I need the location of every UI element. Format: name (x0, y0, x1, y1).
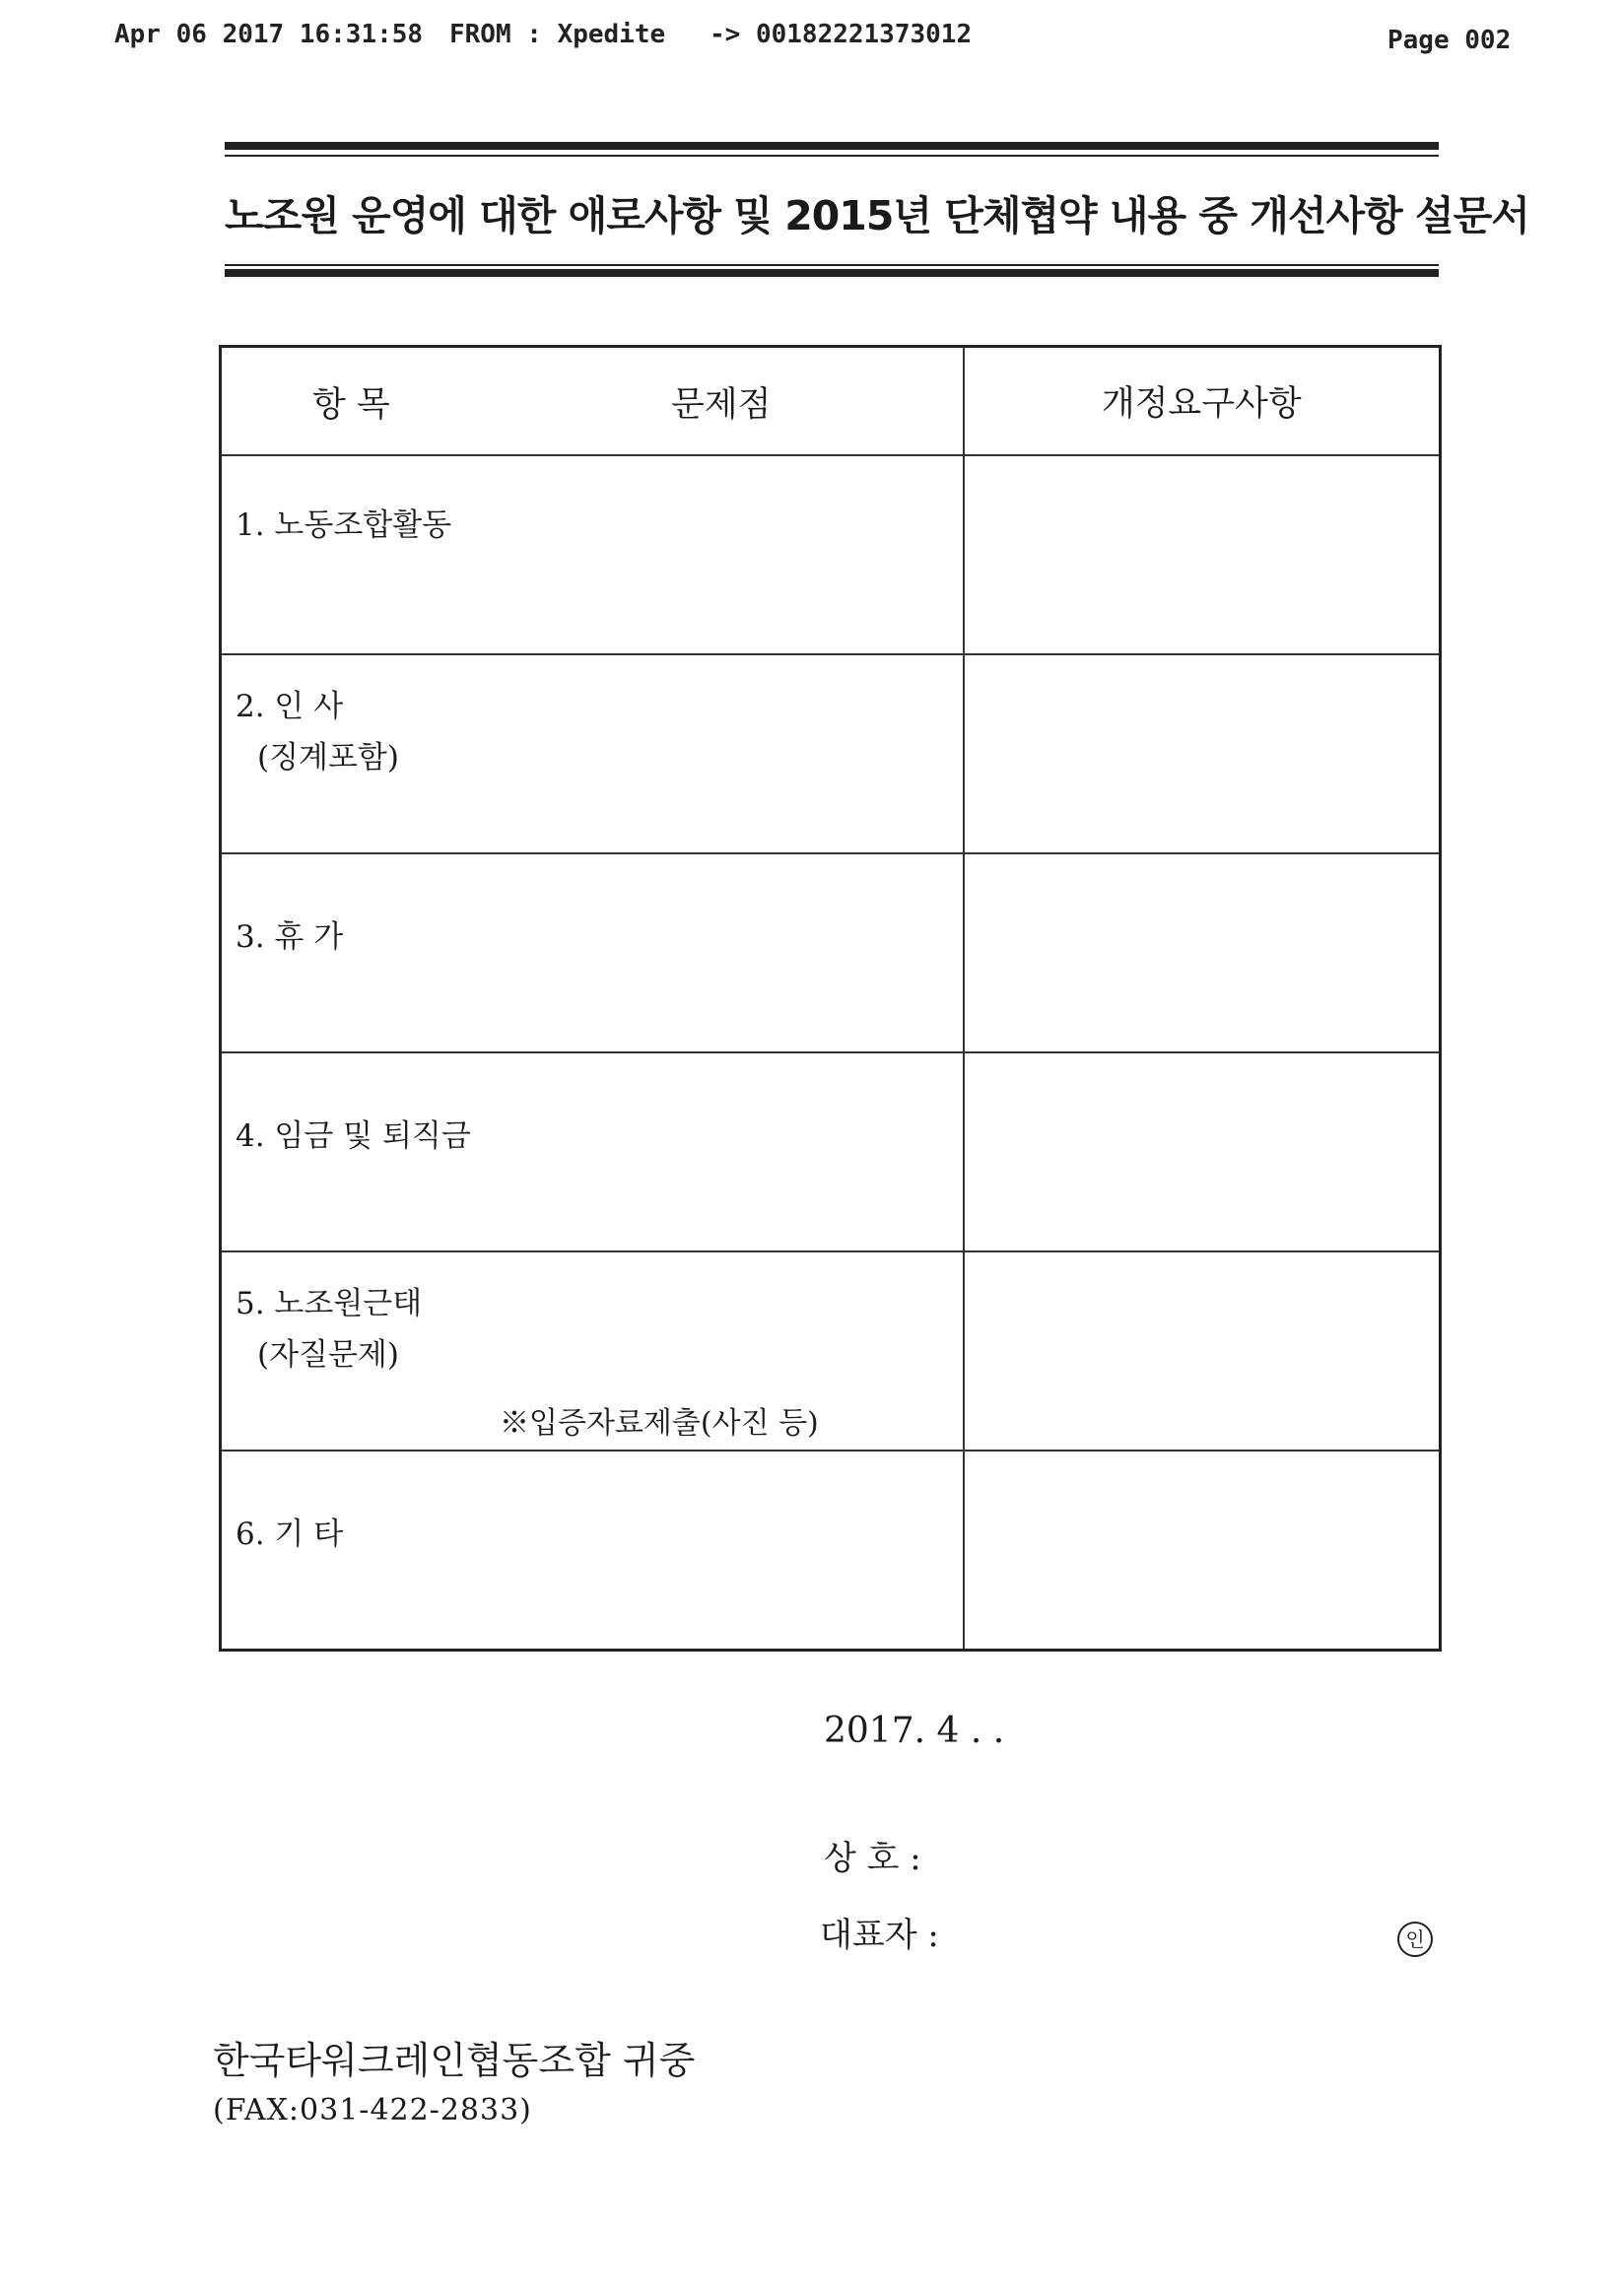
problem-cell[interactable] (221, 654, 964, 853)
request-cell[interactable] (964, 455, 1441, 654)
row-label: 3. 휴 가 (236, 919, 344, 955)
header-item-problem-cell (221, 347, 964, 456)
fax-date: Apr 06 2017 16:31:58 (114, 20, 424, 49)
table-header-row (221, 347, 1441, 456)
table-row (221, 853, 1441, 1052)
problem-cell[interactable] (221, 455, 964, 654)
row-label: 5. 노조원근태 (236, 1286, 423, 1321)
row-sublabel: (징계포함) (257, 740, 399, 776)
request-cell[interactable] (964, 654, 1441, 853)
evidence-note: ※입증자료제출(사진 등) (500, 1406, 819, 1441)
problem-cell[interactable] (221, 1451, 964, 1651)
survey-table (219, 345, 1442, 1652)
table-row (221, 1251, 1441, 1451)
request-cell[interactable] (964, 1451, 1441, 1651)
fax-page-number: Page 002 (1387, 26, 1512, 55)
submission-date: 2017. 4 . . (824, 1711, 1005, 1751)
document-title: 노조원 운영에 대한 애로사항 및 2015년 단체협약 내용 중 개선사항 설문서 (225, 192, 1529, 239)
request-cell[interactable] (964, 1052, 1441, 1251)
row-label: 1. 노동조합활동 (236, 507, 452, 543)
header-request: 개정요구사항 (964, 347, 1441, 456)
table-row (221, 455, 1441, 654)
row-label: 2. 인 사 (236, 689, 344, 724)
request-cell[interactable] (964, 1251, 1441, 1451)
row-label: 6. 기 타 (236, 1517, 344, 1552)
recipient: 한국타워크레인협동조합 귀중 (213, 2039, 696, 2082)
seal-mark-icon: 인 (1397, 1922, 1433, 1957)
row-sublabel: (자질문제) (257, 1337, 399, 1373)
table-row (221, 1052, 1441, 1251)
title-rule-top (225, 142, 1439, 157)
fax-number: (FAX:031-422-2833) (213, 2093, 532, 2127)
header-item: 항 목 (312, 385, 390, 425)
row-label: 4. 임금 및 퇴직금 (236, 1118, 471, 1154)
fax-from: FROM : Xpedite (449, 20, 666, 49)
problem-cell[interactable] (221, 1052, 964, 1251)
problem-cell[interactable] (221, 853, 964, 1052)
problem-cell[interactable] (221, 1251, 964, 1451)
table-row (221, 1451, 1441, 1651)
representative-label: 대표자 : (820, 1916, 939, 1955)
company-name-label: 상 호 : (824, 1839, 921, 1878)
fax-destination: -> 00182221373012 (710, 20, 973, 49)
fax-transmission-header (0, 16, 1623, 55)
table-row (221, 654, 1441, 853)
header-problem: 문제점 (671, 385, 772, 425)
title-rule-bottom (225, 262, 1439, 277)
request-cell[interactable] (964, 853, 1441, 1052)
